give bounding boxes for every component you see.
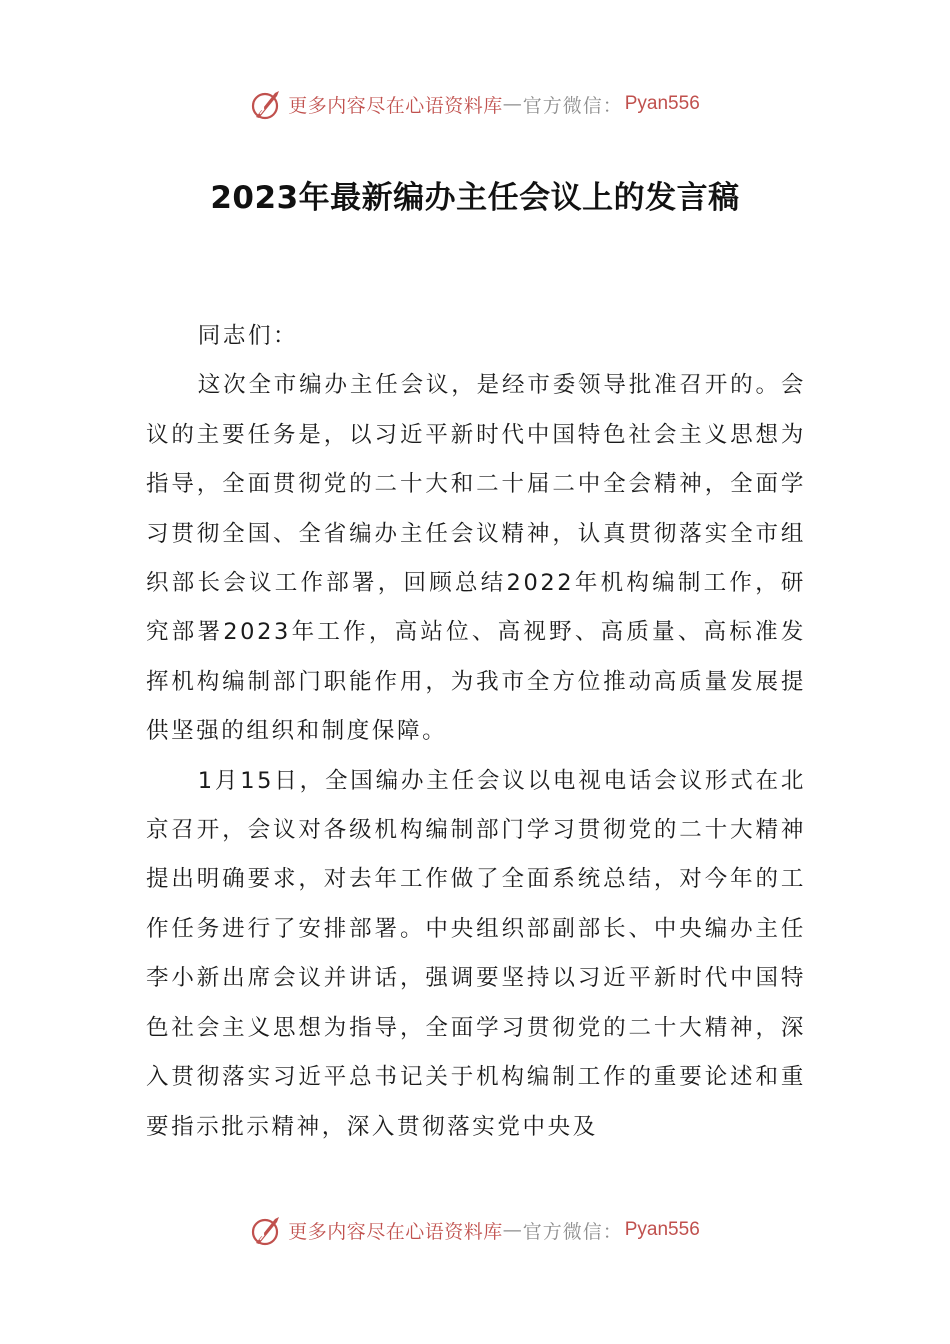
body-paragraph-1: 这次全市编办主任会议，是经市委领导批准召开的。会议的主要任务是，以习近平新时代中国特色社会主义思想为指导，全面贯彻党的二十大和二十届二中全会精神，全面学习贯彻全国、全省编办主任会议精神，认真贯彻落实全市组织部长会议工作部署，回顾总结2022年机构编制工作，研究部署2023年工作，高站位、高视野、高质量、高标准发挥机构编制部门职能作用，为我市全方位推动高质量发展提供坚强的组织和制度保障。 xyxy=(146,372,806,745)
watermark-channel-text: 官方微信： xyxy=(522,94,623,117)
document-title: 2023年最新编办主任会议上的发言稿 xyxy=(210,180,740,216)
body-paragraph-2: 1月15日，全国编办主任会议以电视电话会议形式在北京召开，会议对各级机构编制部门学习贯彻党的二十大精神提出明确要求，对去年工作做了全面系统总结，对今年的工作任务进行了安排部署。中央组织部副部长、中央编办主任李小新出席会议并讲话，强调要坚持以习近平新时代中国特色社会主义思想为指导，全面学习贯彻党的二十大精神，深入贯彻落实习近平总书记关于机构编制工作的重要论述和重要指示批示精神，深入贯彻落实党中央及 xyxy=(146,767,806,1140)
footer-watermark xyxy=(0,1210,950,1250)
quill-pen-icon xyxy=(250,87,284,121)
watermark-dash: — xyxy=(502,93,523,115)
quill-pen-icon xyxy=(250,1213,284,1247)
watermark-brand-text: 更多内容尽在心语资料库 xyxy=(288,1220,503,1243)
header-watermark xyxy=(0,84,950,124)
watermark-brand-text: 更多内容尽在心语资料库 xyxy=(288,94,503,117)
watermark-wechat-id: Pyan556 xyxy=(624,93,700,114)
salutation-paragraph: 同志们： xyxy=(197,323,299,349)
document-body xyxy=(146,312,806,1152)
watermark-channel-text: 官方微信： xyxy=(522,1220,623,1243)
watermark-wechat-id: Pyan556 xyxy=(624,1219,700,1240)
watermark-dash: — xyxy=(502,1219,523,1241)
